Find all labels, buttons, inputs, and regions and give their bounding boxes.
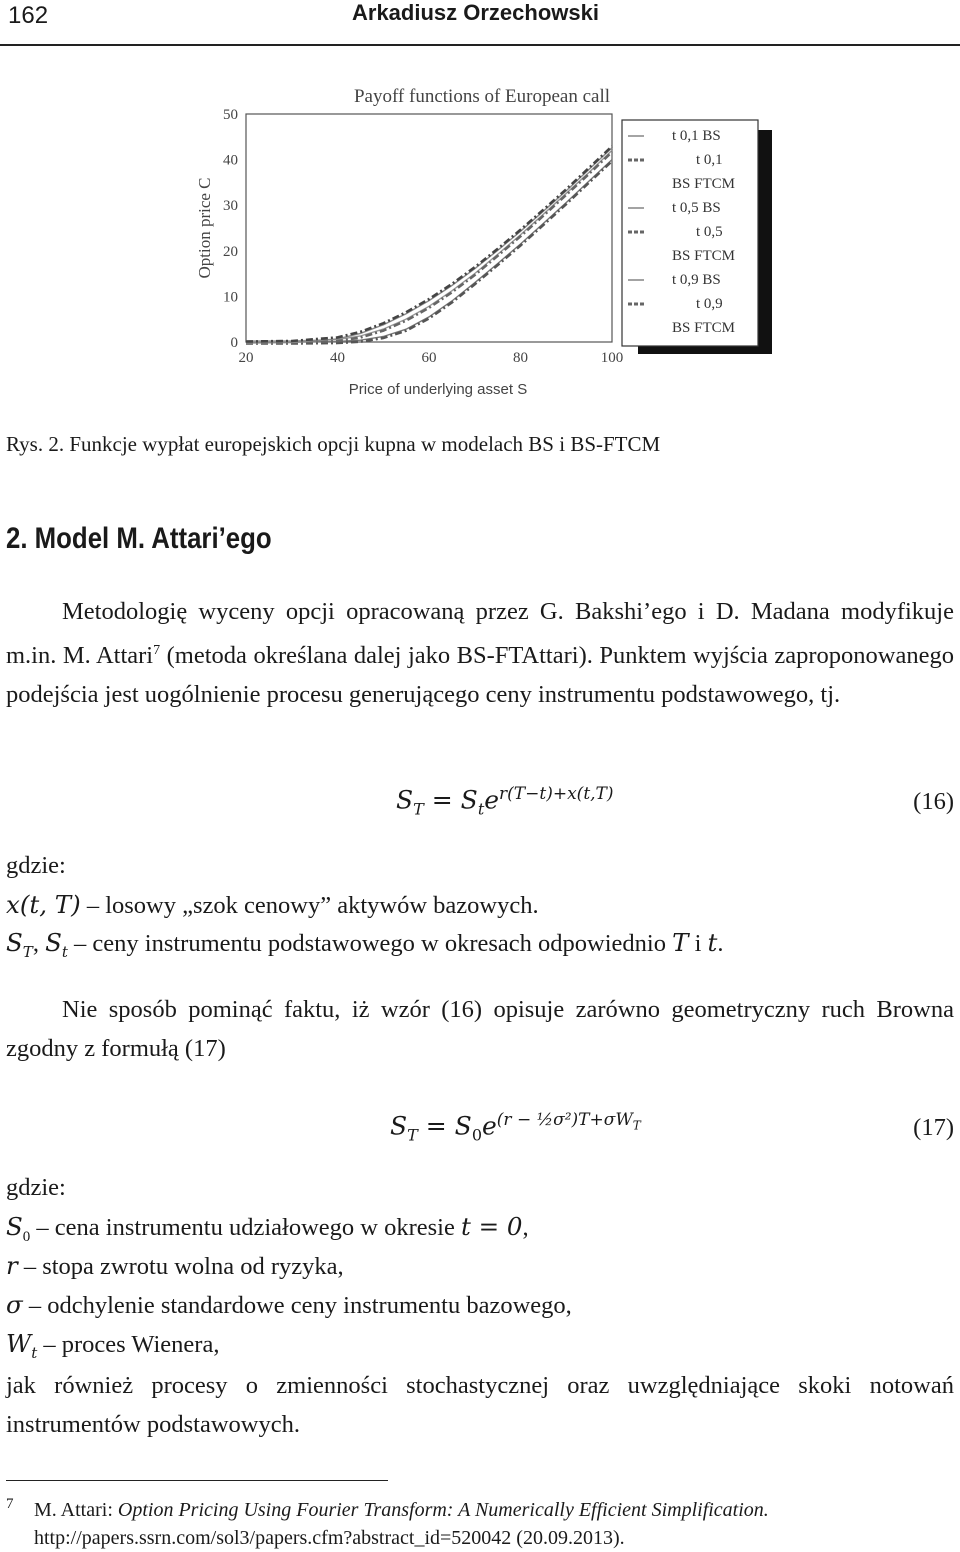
- y-tick-label: 40: [223, 152, 238, 169]
- footnote-url[interactable]: http://papers.ssrn.com/sol3/papers.cfm?abstract_id=520042 (20.09.2013).: [34, 1527, 625, 1549]
- definition-r: r – stopa zwrotu wolna od ryzyka,: [6, 1251, 344, 1280]
- definition-w: $W_t$ – proces Wienera,: [6, 1329, 220, 1362]
- x-tick-label: 40: [330, 350, 345, 366]
- running-head-author: Arkadiusz Orzechowski: [352, 0, 599, 25]
- plot-frame: [246, 114, 612, 342]
- where-label-1: gdzie:: [6, 852, 66, 879]
- legend-label: BS FTCM: [672, 248, 735, 264]
- footnote-ref: 7: [153, 643, 161, 658]
- paragraph-1-text-b: (metoda określana dalej jako BS-FTAttari). Punktem wyjścia zaproponowanego podejścia jest uogólnienie procesu generującego ceny instrumentu podstawowego, tj.: [6, 642, 954, 709]
- footnote-number: 7: [6, 1496, 14, 1512]
- series-line: [246, 150, 612, 341]
- closing-paragraph: jak również procesy o zmienności stochastycznej oraz uwzględniające skoki notowań instrumentów podstawowych.: [6, 1372, 954, 1438]
- x-axis-label: Price of underlying asset S: [348, 381, 528, 398]
- equation-16-number: (16): [913, 788, 954, 815]
- y-tick-label: 10: [223, 289, 238, 306]
- series-line: [246, 160, 612, 342]
- paragraph-1: [6, 592, 954, 714]
- x-tick-label: 60: [421, 350, 437, 366]
- series-line: [246, 146, 612, 341]
- paragraph-1-text-a: Metodologię wyceny opcji opracowaną przez G. Bakshi’ego i D. Madana modyfikuje m.in. M. Attari: [6, 598, 954, 670]
- x-tick-label: 20: [238, 350, 254, 366]
- footnote-body: [34, 1496, 960, 1552]
- definition-s0: $S_0$ – cena instrumentu udziałowego w okresie t = 0,: [6, 1212, 529, 1245]
- legend-label: t 0,9: [696, 296, 723, 312]
- x-tick-label: 80: [513, 350, 528, 366]
- y-tick-label: 0: [230, 335, 238, 351]
- legend-label: t 0,9 BS: [672, 272, 721, 288]
- definition-sigma: σ – odchylenie standardowe ceny instrumentu bazowego,: [6, 1290, 572, 1319]
- chart-title: Payoff functions of European call: [353, 86, 611, 107]
- where-label-2: gdzie:: [6, 1174, 66, 1201]
- definition-s: $S_T$, $S_t$ – ceny instrumentu podstawowego w okresach odpowiednio T i t.: [6, 928, 724, 961]
- definition-x: x(t, T) – losowy „szok cenowy” aktywów bazowych.: [6, 890, 539, 919]
- page-number: 162: [8, 2, 49, 29]
- footnote-title: Option Pricing Using Fourier Transform: A Numerically Efficient Simplification.: [117, 1499, 769, 1521]
- legend-label: t 0,5 BS: [672, 200, 721, 216]
- equation-17-body: $S_T = S_0e^{(r - \frac{1}{2}\sigma^2)T+\sigma W_T}$: [390, 1110, 641, 1145]
- equation-17: [0, 1102, 960, 1148]
- figure-caption: Rys. 2. Funkcje wypłat europejskich opcji kupna w modelach BS i BS-FTCM: [6, 432, 661, 456]
- payoff-chart: [190, 78, 780, 408]
- legend-label: t 0,1 BS: [672, 128, 721, 144]
- paragraph-2: Nie sposób pominąć faktu, iż wzór (16) opisuje zarówno geometryczny ruch Browna zgodny z formułą (17): [6, 996, 954, 1062]
- equation-16-body: $S_T = S_te^{r(T-t)+x(t,T)}$: [396, 784, 614, 819]
- series-line: [246, 148, 612, 343]
- page-header: [0, 0, 960, 46]
- y-tick-label: 20: [223, 243, 238, 260]
- y-tick-label: 50: [223, 107, 238, 123]
- equation-17-number: (17): [913, 1114, 954, 1141]
- footnote-prefix: M. Attari:: [34, 1499, 118, 1521]
- y-tick-label: 30: [223, 198, 238, 215]
- legend-label: BS FTCM: [672, 176, 735, 192]
- y-axis-label: Option price C: [195, 177, 214, 279]
- x-tick-label: 100: [600, 350, 624, 366]
- legend-label: t 0,5: [696, 224, 723, 240]
- section-title: 2. Model M. Attari’ego: [6, 522, 272, 555]
- footnote-rule: [6, 1480, 388, 1481]
- series-line: [246, 152, 612, 343]
- legend-label: BS FTCM: [672, 320, 735, 336]
- equation-16: [0, 778, 960, 824]
- legend-label: t 0,1: [696, 152, 723, 168]
